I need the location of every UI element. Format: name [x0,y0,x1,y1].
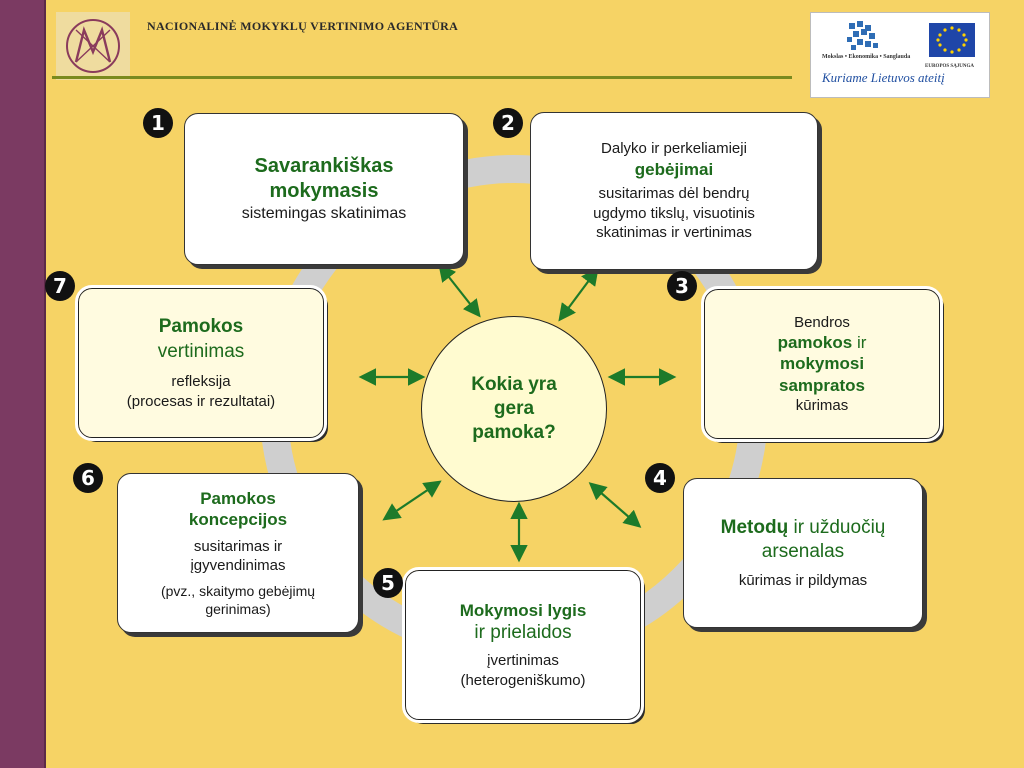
connector-arrow-6 [386,483,438,518]
connector-arrow-4 [592,485,638,525]
item-6-body-line2: įgyvendinimas [190,557,286,575]
agency-name: NACIONALINĖ MOKYKLŲ VERTINIMO AGENTŪRA [147,19,459,33]
item-3-intro: Bendros [794,313,850,331]
item-2-body-line1: susitarimas dėl bendrų [598,185,750,203]
item-1-number-badge: 1 [143,108,173,138]
center-line3: pamoka? [472,421,556,443]
item-6-title-line2: koncepcijos [188,510,288,530]
item-box-3 [704,289,940,439]
item-7-body-line1: refleksija [171,373,231,391]
item-7-body-line2: (procesas ir rezultatai) [126,392,276,410]
connector-arrow-2 [561,271,596,318]
item-5-body-line1: įvertinimas [487,652,559,670]
item-6-body-line1: susitarimas ir [193,537,283,555]
item-4-title-line2: arsenalas [761,541,845,563]
center-line2: gera [493,398,535,420]
center-question-circle [421,316,607,502]
item-box-7 [78,288,324,438]
item-box-6 [117,473,359,633]
item-4-subtitle: kūrimas ir pildymas [738,571,868,589]
item-1-title-line1: Savarankiškas [254,154,394,177]
item-3-title-line2: mokymosi [779,354,865,374]
item-box-4 [683,478,923,628]
item-3-title-part1: pamokos [777,333,853,353]
item-5-number-badge: 5 [373,568,403,598]
item-1-subtitle: sistemingas skatinimas [241,204,407,222]
item-6-number-badge: 6 [73,463,103,493]
item-7-number-badge: 7 [45,271,75,301]
item-6-note-line2: gerinimas) [205,600,271,617]
item-7-title-line1: Pamokos [158,315,244,337]
partner-eu-label: EUROPOS SĄJUNGA [925,64,975,69]
item-box-5 [405,570,641,720]
item-1-title-line2: mokymasis [269,179,379,202]
item-5-body-line2: (heterogeniškumo) [460,671,586,689]
item-7-title-line2: vertinimas [157,340,245,362]
partner-program-label: Mokslas • Ekonomika • Sanglauda [822,54,911,60]
item-6-title-line1: Pamokos [200,489,276,509]
item-4-number-badge: 4 [645,463,675,493]
item-4-title-part2: ir užduočių [793,516,886,538]
item-4-title-part1: Metodų [720,516,789,538]
item-5-title-line1: Mokymosi lygis [459,600,587,620]
item-6-note-line1: (pvz., skaitymo gebėjimų [160,582,316,599]
item-2-intro: Dalyko ir perkeliamieji [601,140,747,158]
item-box-1 [184,113,464,265]
item-3-number-badge: 3 [667,271,697,301]
item-2-body-line2: ugdymo tikslų, visuotinis [593,204,755,222]
item-3-title-line3: sampratos [779,375,865,395]
item-2-number-badge: 2 [493,108,523,138]
partner-slogan: Kuriame Lietuvos ateitį [822,70,945,85]
item-2-title: gebėjimai [634,159,714,179]
center-line1: Kokia yra [471,374,557,396]
item-3-title-part2: ir [856,333,867,353]
item-3-subtitle: kūrimas [795,396,849,414]
connector-arrow-1 [441,267,478,314]
item-box-2 [530,112,818,270]
item-5-title-line2: ir prielaidos [474,621,572,643]
item-2-body-line3: skatinimas ir vertinimas [596,224,752,242]
